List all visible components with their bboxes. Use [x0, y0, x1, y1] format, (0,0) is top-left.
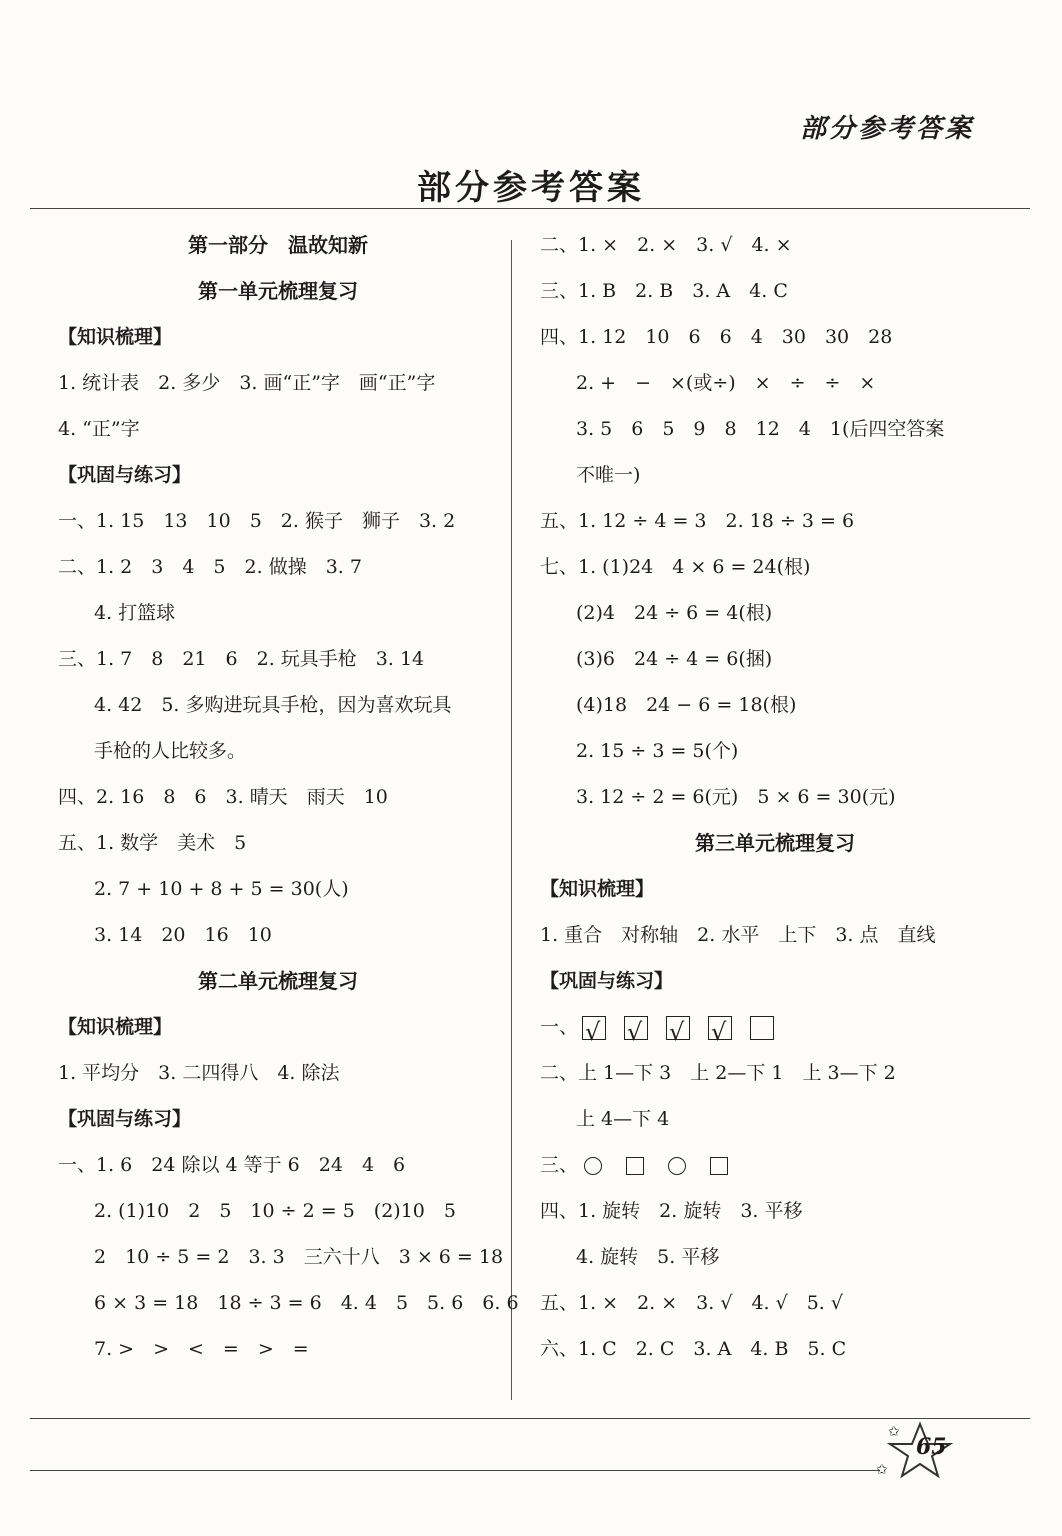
answer-text: 【知识梳理】 [58, 1016, 173, 1038]
answer-line [58, 1050, 498, 1096]
answer-line [540, 728, 1010, 774]
answer-text: 1. 平均分 3. 二四得八 4. 除法 [58, 1062, 340, 1084]
answer-line [540, 590, 1010, 636]
answer-line [540, 1326, 1010, 1372]
column-divider [511, 240, 512, 1400]
answer-line [58, 866, 498, 912]
answer-text: 七、1. (1)24 4 × 6 = 24(根) [540, 556, 811, 578]
answer-line [58, 912, 498, 958]
answer-text: 第三单元梳理复习 [695, 831, 855, 855]
answer-line [540, 636, 1010, 682]
checked-box-icon [582, 1016, 606, 1040]
answer-line [58, 1188, 498, 1234]
answer-line [58, 314, 498, 360]
answer-text: 五、1. × 2. × 3. √ 4. √ 5. √ [540, 1292, 843, 1314]
answer-line [540, 682, 1010, 728]
answer-text: 3. 14 20 16 10 [94, 924, 272, 946]
answer-line [58, 1096, 498, 1142]
circle-icon [668, 1157, 686, 1175]
square-icon [626, 1157, 644, 1175]
answer-text: 上 4—下 4 [576, 1108, 670, 1130]
answer-text: 二、1. 2 3 4 5 2. 做操 3. 7 [58, 556, 362, 578]
answer-text: 4. 42 5. 多购进玩具手枪，因为喜欢玩具 [94, 694, 452, 716]
answer-text: 一、1. 15 13 10 5 2. 猴子 狮子 3. 2 [58, 510, 456, 532]
answer-text: 一、1. 6 24 除以 4 等于 6 24 4 6 [58, 1154, 406, 1176]
answer-line [540, 820, 1010, 866]
small-star-icon: ✩ [876, 1462, 888, 1478]
circle-icon [584, 1157, 602, 1175]
title-underline [30, 208, 1030, 209]
empty-box-icon [750, 1016, 774, 1040]
answer-text: 2. 15 ÷ 3 = 5(个) [576, 740, 739, 762]
answer-text: 五、1. 12 ÷ 4 = 3 2. 18 ÷ 3 = 6 [540, 510, 855, 532]
answer-text: 六、1. C 2. C 3. A 4. B 5. C [540, 1338, 847, 1360]
answer-line [540, 1188, 1010, 1234]
answer-text: 一、 [540, 1016, 579, 1038]
answer-text: 4. 打篮球 [94, 602, 176, 624]
corner-section-title: 部分参考答案 [799, 114, 974, 144]
answer-text: 三、1. 7 8 21 6 2. 玩具手枪 3. 14 [58, 648, 425, 670]
answer-line [540, 268, 1010, 314]
answer-text: 1. 统计表 2. 多少 3. 画“正”字 画“正”字 [58, 372, 436, 394]
answer-text: 手枪的人比较多。 [94, 740, 247, 762]
answer-line [540, 314, 1010, 360]
answer-line [540, 1142, 1010, 1188]
footer-rule-top [30, 1418, 1030, 1419]
answer-line [540, 498, 1010, 544]
checked-box-icon [666, 1016, 690, 1040]
answer-line [540, 544, 1010, 590]
answer-text: 不唯一) [576, 464, 641, 486]
answer-text: 3. 5 6 5 9 8 12 4 1(后四空答案 [576, 418, 945, 440]
answer-line [58, 774, 498, 820]
left-column [58, 222, 519, 1372]
small-star-icon: ✩ [888, 1424, 900, 1440]
answer-text: 3. 12 ÷ 2 = 6(元) 5 × 6 = 30(元) [576, 786, 896, 808]
answer-text: 五、1. 数学 美术 5 [58, 832, 247, 854]
answer-text: 二、1. × 2. × 3. √ 4. × [540, 234, 792, 256]
answer-line [58, 958, 498, 1004]
page-number: 65 [916, 1434, 947, 1460]
checked-box-icon [708, 1016, 732, 1040]
answer-text: 6 × 3 = 18 18 ÷ 3 = 6 4. 4 5 5. 6 6. 6 [94, 1292, 519, 1314]
answer-text: 2. (1)10 2 5 10 ÷ 2 = 5 (2)10 5 [94, 1200, 456, 1222]
answer-line [58, 1326, 498, 1372]
answer-text: 【巩固与练习】 [540, 970, 674, 992]
answer-text: 4. “正”字 [58, 418, 140, 440]
answer-text: 【巩固与练习】 [58, 1108, 192, 1130]
answer-text: 三、1. B 2. B 3. A 4. C [540, 280, 788, 302]
answer-line [540, 958, 1010, 1004]
answer-line [58, 682, 498, 728]
answer-text: 第二单元梳理复习 [198, 969, 358, 993]
square-icon [710, 1157, 728, 1175]
answer-text: 2. 7 + 10 + 8 + 5 = 30(人) [94, 878, 349, 900]
answer-text: 第一部分 温故知新 [188, 233, 368, 257]
answer-text: (3)6 24 ÷ 4 = 6(捆) [576, 648, 773, 670]
answer-text: 三、 [540, 1154, 579, 1176]
answer-text: 2. + − ×(或÷) × ÷ ÷ × [576, 372, 876, 394]
checked-box-icon [624, 1016, 648, 1040]
answer-line [540, 866, 1010, 912]
answer-line [58, 820, 498, 866]
answer-line [58, 728, 498, 774]
answer-line [540, 406, 1010, 452]
answer-text: 四、1. 12 10 6 6 4 30 30 28 [540, 326, 893, 348]
answer-line [540, 360, 1010, 406]
answer-line [58, 222, 498, 268]
answer-line [540, 1096, 1010, 1142]
answer-line [540, 1280, 1010, 1326]
answer-line [58, 544, 498, 590]
answer-text: (2)4 24 ÷ 6 = 4(根) [576, 602, 773, 624]
answer-line [540, 1004, 1010, 1050]
answer-line [58, 1004, 498, 1050]
footer-rule-bottom [30, 1470, 880, 1471]
answer-text: 四、2. 16 8 6 3. 晴天 雨天 10 [58, 786, 388, 808]
answer-line [58, 360, 498, 406]
answer-line [540, 1050, 1010, 1096]
answer-text: 【知识梳理】 [58, 326, 173, 348]
answer-line [58, 452, 498, 498]
answer-line [58, 406, 498, 452]
answer-line [58, 1234, 504, 1280]
right-column [540, 222, 1010, 1372]
answer-line [540, 774, 1010, 820]
answer-text: (4)18 24 − 6 = 18(根) [576, 694, 797, 716]
answer-text: 【知识梳理】 [540, 878, 655, 900]
answer-line [540, 1234, 1010, 1280]
answer-text: 四、1. 旋转 2. 旋转 3. 平移 [540, 1200, 803, 1222]
answer-line [58, 268, 498, 314]
answer-text: 1. 重合 对称轴 2. 水平 上下 3. 点 直线 [540, 924, 936, 946]
answer-line [540, 222, 1010, 268]
answer-line [58, 590, 498, 636]
answer-line [58, 1280, 519, 1326]
answer-line [540, 452, 1010, 498]
answer-text: 【巩固与练习】 [58, 464, 192, 486]
answer-text: 2 10 ÷ 5 = 2 3. 3 三六十八 3 × 6 = 18 [94, 1246, 504, 1268]
answer-line [540, 912, 1010, 958]
answer-text: 二、上 1—下 3 上 2—下 1 上 3—下 2 [540, 1062, 896, 1084]
page-title: 部分参考答案 [417, 168, 645, 208]
answer-text: 7. > > < = > = [94, 1338, 309, 1360]
answer-line [58, 498, 498, 544]
answer-line [58, 636, 498, 682]
answer-text: 第一单元梳理复习 [198, 279, 358, 303]
answer-line [58, 1142, 498, 1188]
answer-text: 4. 旋转 5. 平移 [576, 1246, 720, 1268]
